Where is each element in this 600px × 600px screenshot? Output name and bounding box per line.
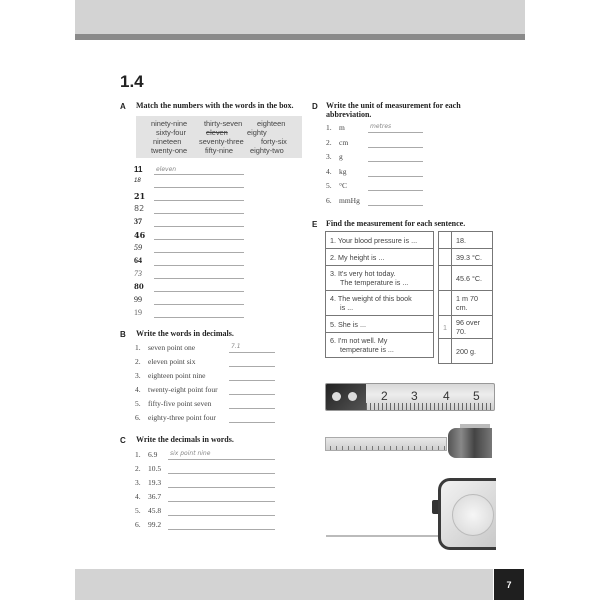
number-row: 46 — [134, 230, 244, 243]
answer-cell[interactable] — [439, 339, 452, 364]
list-item: 2. 10.5 — [135, 464, 275, 476]
answer-cell[interactable] — [439, 291, 452, 316]
sentence-cell: 4. The weight of this book is ... — [326, 291, 434, 316]
word: ninety-nine — [151, 119, 188, 128]
answer-line[interactable] — [168, 501, 275, 502]
sentence-cell: 1. Your blood pressure is ... — [326, 232, 434, 249]
list-item: 4. twenty-eight point four — [135, 385, 275, 397]
answer-line[interactable] — [168, 473, 275, 474]
measurement-cell: 200 g. — [452, 339, 493, 364]
list-item: 3. 19.3 — [135, 478, 275, 490]
list-item: 3. g — [326, 152, 426, 164]
section-b-title: Write the words in decimals. — [136, 329, 234, 338]
section-d-letter: D — [312, 102, 318, 111]
list-item: 6. mmHg — [326, 196, 426, 208]
answer-cell[interactable]: 1 — [439, 316, 452, 339]
section-a-title: Match the numbers with the words in the box. — [136, 101, 294, 110]
tape-case-circle — [452, 494, 494, 536]
section-b-letter: B — [120, 330, 126, 339]
number-row: 64 — [134, 256, 244, 269]
answer-line[interactable] — [229, 394, 275, 395]
measurement-cell: 18. — [452, 232, 493, 249]
answer-line[interactable] — [229, 408, 275, 409]
section-e-title: Find the measurement for each sentence. — [326, 219, 466, 228]
word: seventy-three — [199, 137, 244, 146]
answer-line[interactable] — [229, 352, 275, 353]
measurement-cell: 45.6 °C. — [452, 266, 493, 291]
sentence-cell: 6. I'm not well. My temperature is ... — [326, 333, 434, 358]
measurement-cell: 39.3 °C. — [452, 249, 493, 266]
answer-cell[interactable] — [439, 249, 452, 266]
number-row: 21 — [134, 191, 244, 204]
answer-line[interactable] — [154, 226, 244, 227]
list-item: 5. °C — [326, 181, 426, 193]
number-row: 73 — [134, 269, 244, 282]
sentence-cell: 5. She is ... — [326, 316, 434, 333]
section-c-letter: C — [120, 436, 126, 445]
answer-line[interactable] — [229, 366, 275, 367]
measurement-table — [438, 231, 493, 364]
answer-line[interactable] — [154, 304, 244, 305]
sentence-cell: 3. It's very hot today. The temperature is ... — [326, 266, 434, 291]
word-crossed-out: eleven — [206, 128, 228, 137]
header-bar — [75, 0, 525, 34]
answer-line[interactable] — [154, 252, 244, 253]
list-item: 4. kg — [326, 167, 426, 179]
list-item: 2. cm — [326, 138, 426, 150]
handwritten-answer: eleven — [156, 166, 177, 173]
list-item: 2. eleven point six — [135, 357, 275, 369]
answer-line[interactable] — [154, 213, 244, 214]
word: eighteen — [257, 119, 286, 128]
answer-cell[interactable] — [439, 266, 452, 291]
tape-measure-closeup-image: 2 3 4 5 — [325, 383, 495, 411]
handwritten-answer: 7.1 — [231, 343, 241, 350]
sentence-table — [325, 231, 434, 358]
word: eighty-two — [250, 146, 284, 155]
handwritten-answer: metres — [370, 123, 392, 130]
number-row: 82 — [134, 204, 244, 217]
word: thirty-seven — [204, 119, 243, 128]
tape-end-tab — [326, 384, 366, 410]
answer-line[interactable] — [154, 265, 244, 266]
answer-line[interactable] — [168, 529, 275, 530]
footer-bar — [75, 569, 493, 600]
answer-line[interactable] — [168, 515, 275, 516]
list-item: 5. 45.8 — [135, 506, 275, 518]
tape-measure-extended-image — [325, 437, 447, 451]
list-item: 5. fifty-five point seven — [135, 399, 275, 411]
word-box — [136, 116, 302, 158]
measurement-cell: 96 over 70. — [452, 316, 493, 339]
answer-line[interactable] — [154, 291, 244, 292]
list-item: 1. 6.9 six point nine — [135, 450, 275, 462]
word: forty-six — [261, 137, 287, 146]
list-item: 1. m metres — [326, 123, 426, 135]
answer-line[interactable] — [368, 161, 423, 162]
answer-line[interactable] — [154, 200, 244, 201]
section-d-title-line2: abbreviation. — [326, 110, 372, 119]
list-item: 1. seven point one 7.1 — [135, 343, 275, 355]
answer-line[interactable] — [229, 380, 275, 381]
section-e-letter: E — [312, 220, 318, 229]
answer-cell[interactable] — [439, 232, 452, 249]
word: eighty — [247, 128, 267, 137]
number-row: 18 — [134, 178, 244, 191]
section-a-letter: A — [120, 102, 126, 111]
word: sixty-four — [156, 128, 186, 137]
list-item: 6. 99.2 — [135, 520, 275, 532]
number-row: 37 — [134, 217, 244, 230]
answer-line[interactable] — [154, 174, 244, 175]
unit-title: 1.4 — [120, 72, 144, 91]
number-row: 59 — [134, 243, 244, 256]
answer-line[interactable] — [154, 278, 244, 279]
word: nineteen — [153, 137, 182, 146]
tape-case-side-view — [448, 428, 492, 458]
page-number: 7 — [494, 569, 524, 600]
word: twenty-one — [151, 146, 188, 155]
answer-line[interactable] — [368, 176, 423, 177]
word: fifty-nine — [205, 146, 233, 155]
list-item: 4. 36.7 — [135, 492, 275, 504]
answer-line[interactable] — [168, 487, 275, 488]
answer-line[interactable] — [154, 239, 244, 240]
number-row: 80 — [134, 282, 244, 295]
answer-line[interactable] — [368, 190, 423, 191]
answer-line[interactable] — [229, 422, 275, 423]
answer-line[interactable] — [168, 459, 275, 460]
header-stripe — [75, 34, 525, 40]
tape-blade — [326, 535, 438, 537]
list-item: 3. eighteen point nine — [135, 371, 275, 383]
number-row: 11 eleven — [134, 165, 244, 178]
measurement-cell: 1 m 70 cm. — [452, 291, 493, 316]
answer-line[interactable] — [368, 205, 423, 206]
sentence-cell: 2. My height is ... — [326, 249, 434, 266]
answer-line[interactable] — [368, 132, 423, 133]
number-row: 99 — [134, 295, 244, 308]
list-item: 6. eighty-three point four — [135, 413, 275, 425]
number-row: 19 — [134, 308, 244, 321]
handwritten-answer: six point nine — [170, 450, 211, 457]
section-d-title-line1: Write the unit of measurement for each — [326, 101, 461, 110]
section-c-title: Write the decimals in words. — [136, 435, 234, 444]
answer-line[interactable] — [368, 147, 423, 148]
answer-line[interactable] — [154, 317, 244, 318]
answer-line[interactable] — [154, 187, 244, 188]
